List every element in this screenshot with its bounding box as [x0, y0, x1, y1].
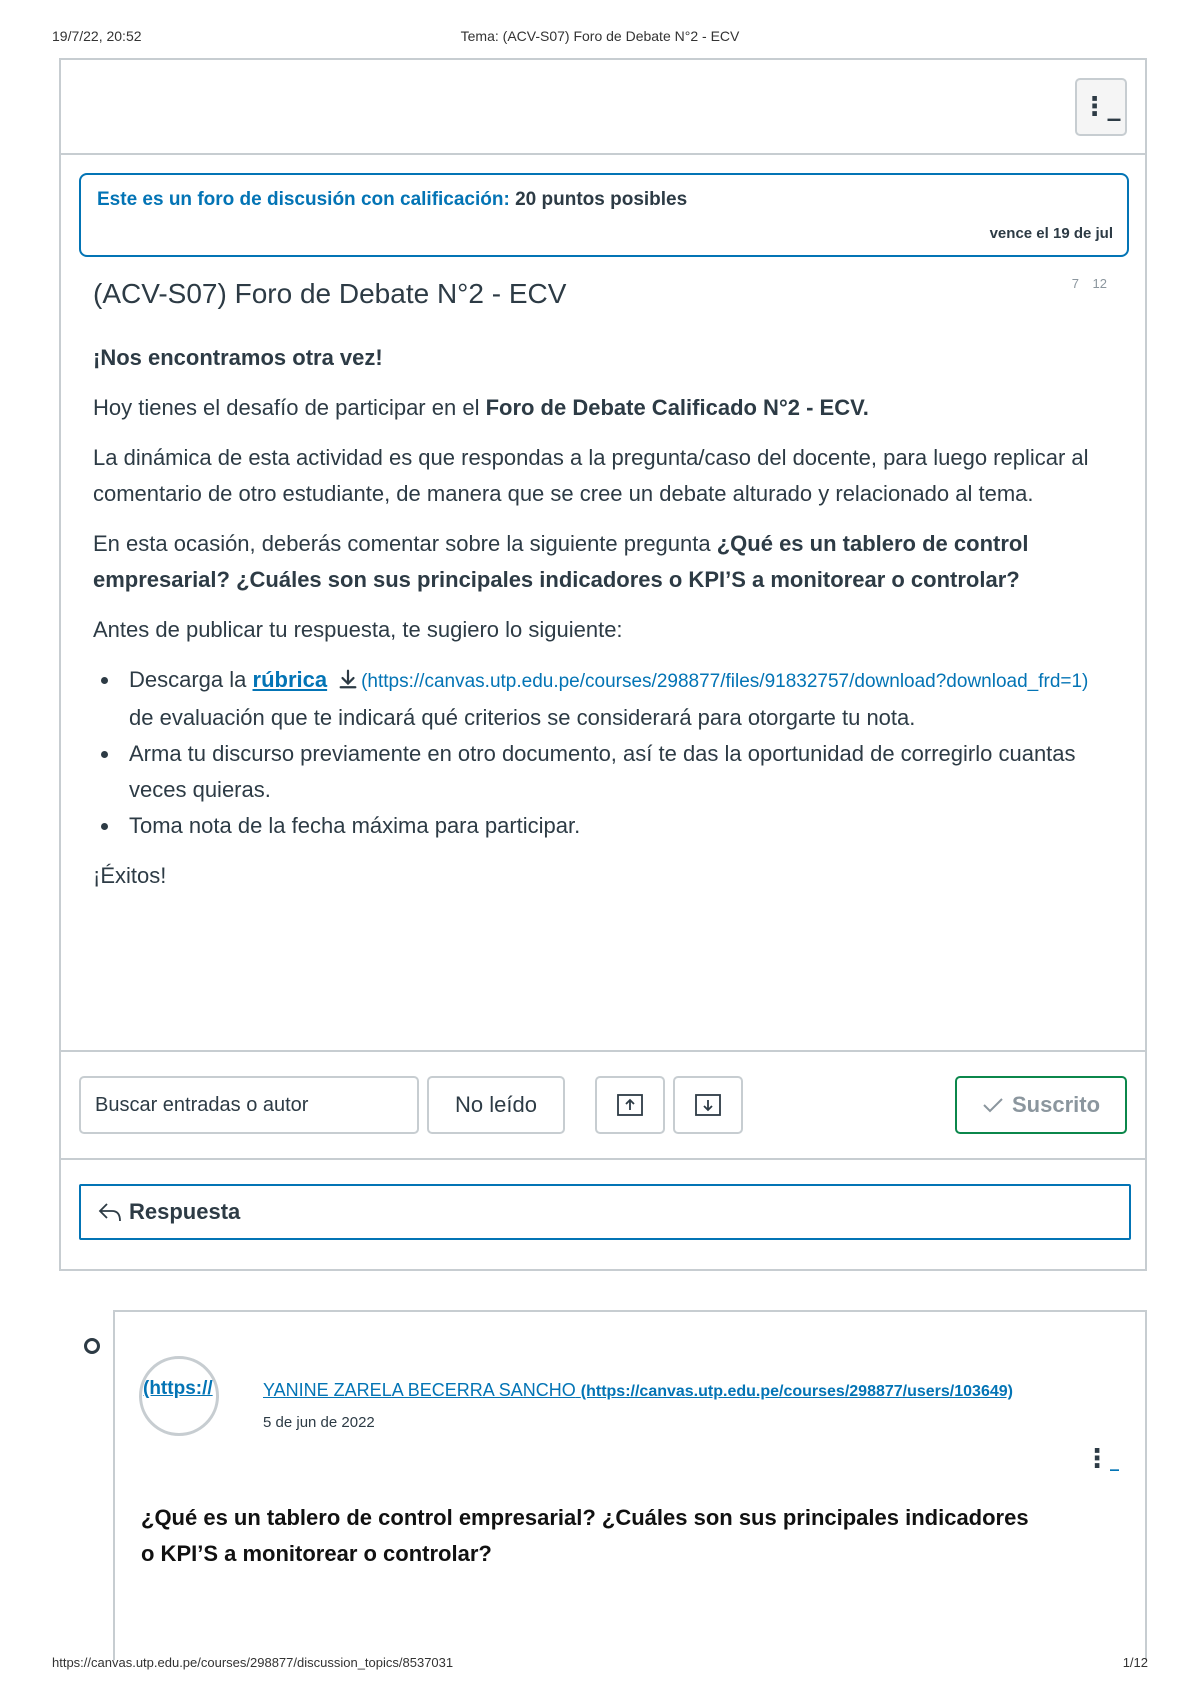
list-item: • Descarga la rúbrica (https://canvas.utp.edu.pe/courses/298877/files/91832757/download?download_frd=1) de evaluación que te indicará qué criterios se considerará para otorgarte tu nota. [121, 662, 1113, 736]
page-number: 1/12 [1122, 1655, 1148, 1670]
list-item: • Toma nota de la fecha máxima para participar. [121, 808, 1113, 844]
paragraph-2: La dinámica de esta actividad es que respondas a la pregunta/caso del docente, para luego replicar al comentario de otro estudiante, de manera que se cree un debate alturado y relacionado al tema. [93, 445, 1089, 506]
paragraph-3: En esta ocasión, deberás comentar sobre la siguiente pregunta ¿Qué es un tablero de control empresarial? ¿Cuáles son sus principales indicadores o KPI’S a monitorear o controlar? [93, 531, 1029, 592]
reply-row [61, 1160, 1145, 1271]
collapse-threads-icon [617, 1094, 643, 1116]
download-icon[interactable] [337, 668, 359, 690]
search-input[interactable] [79, 1076, 419, 1134]
rubric-url[interactable]: (https://canvas.utp.edu.pe/courses/298877/files/91832757/download?download_frd=1) [361, 671, 1089, 692]
topic-title: (ACV-S07) Foro de Debate N°2 - ECV [93, 278, 567, 309]
reply-button[interactable]: Respuesta [79, 1184, 1131, 1240]
expand-threads-button[interactable] [673, 1076, 743, 1134]
points-possible: 20 puntos posibles [515, 189, 688, 210]
author-name: YANINE ZARELA BECERRA SANCHO [263, 1380, 576, 1400]
author-link[interactable] [263, 1380, 1013, 1401]
print-datetime: 19/7/22, 20:52 [52, 28, 142, 44]
discussion-entry [113, 1310, 1147, 1660]
entry-options-button[interactable]: ⋮_ [1084, 1444, 1119, 1474]
greeting: ¡Nos encontramos otra vez! [93, 345, 383, 370]
topic-message [93, 340, 1113, 908]
discussion-topic-card [59, 58, 1147, 1271]
post-date: 5 de jun de 2022 [263, 1414, 375, 1431]
reply-unread-counts: 7 12 [1071, 276, 1107, 291]
collapse-threads-button[interactable] [595, 1076, 665, 1134]
reply-arrow-icon [97, 1201, 123, 1223]
list-item: • Arma tu discurso previamente en otro documento, así te das la oportunidad de corregirlo cuantas veces quieras. [121, 736, 1113, 808]
suggestions-list [121, 662, 1113, 844]
topic-topbar [61, 60, 1145, 155]
print-title: Tema: (ACV-S07) Foro de Debate N°2 - ECV [460, 28, 740, 44]
discussion-toolbar [61, 1050, 1145, 1160]
check-icon [982, 1096, 1004, 1114]
print-footer [52, 1655, 1148, 1675]
rubric-link[interactable]: rúbrica [252, 667, 328, 692]
kebab-menu-icon: ⋮_ [1081, 92, 1121, 122]
expand-threads-icon [695, 1094, 721, 1116]
subscribed-button[interactable]: Suscrito [955, 1076, 1127, 1134]
closing: ¡Éxitos! [93, 863, 167, 888]
paragraph-4: Antes de publicar tu respuesta, te sugiero lo siguiente: [93, 617, 623, 642]
print-header [52, 28, 1148, 48]
graded-discussion-label: Este es un foro de discusión con calificación: 20 puntos posibles [97, 189, 688, 210]
entry-message: ¿Qué es un tablero de control empresarial? ¿Cuáles son sus principales indicadores o KPI’S a monitorear o controlar? [141, 1505, 1029, 1566]
graded-discussion-banner [79, 173, 1129, 257]
unread-indicator [84, 1338, 100, 1354]
print-url: https://canvas.utp.edu.pe/courses/298877/discussion_topics/8537031 [52, 1655, 454, 1670]
avatar-link[interactable]: (https:// [143, 1378, 213, 1399]
author-url: (https://canvas.utp.edu.pe/courses/298877/users/103649) [580, 1383, 1013, 1400]
due-date: vence el 19 de jul [989, 225, 1113, 242]
paragraph-1: Hoy tienes el desafío de participar en el Foro de Debate Calificado N°2 - ECV. [93, 395, 869, 420]
kebab-menu-icon: ⋮ [1084, 1444, 1110, 1474]
topic-options-button[interactable] [1075, 78, 1127, 136]
unread-filter-button[interactable]: No leído [427, 1076, 565, 1134]
